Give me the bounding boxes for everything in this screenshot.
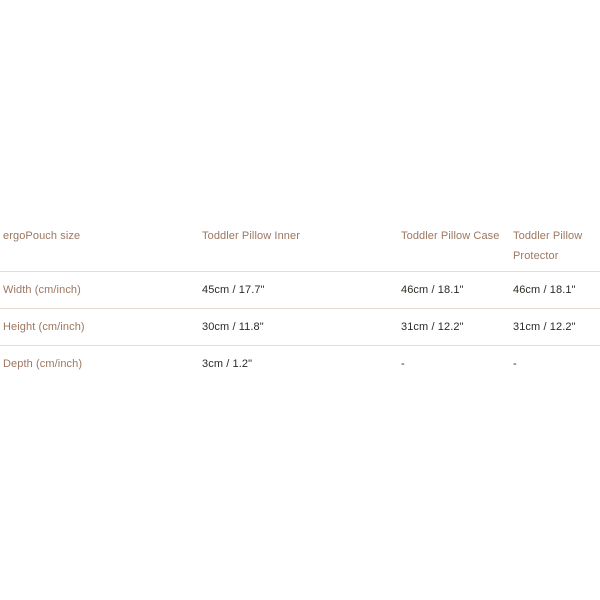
table-cell: 46cm / 18.1" <box>513 284 576 296</box>
table-cell: 45cm / 17.7" <box>202 284 265 296</box>
table-cell: 30cm / 11.8" <box>202 321 264 333</box>
table-header-row <box>0 222 600 272</box>
row-label-depth: Depth (cm/inch) <box>3 358 83 370</box>
table-row <box>0 346 600 382</box>
table-cell: 31cm / 12.2" <box>401 321 464 333</box>
header-ergopouch-size: ergoPouch size <box>3 230 81 242</box>
header-toddler-pillow-case: Toddler Pillow Case <box>401 230 500 242</box>
row-label-width: Width (cm/inch) <box>3 284 81 296</box>
table-cell: 46cm / 18.1" <box>401 284 464 296</box>
header-toddler-pillow-inner: Toddler Pillow Inner <box>202 230 300 242</box>
header-toddler-pillow-protector: Toddler Pillow Protector <box>513 230 583 262</box>
table-cell: - <box>513 358 517 370</box>
table-row <box>0 272 600 309</box>
row-label-height: Height (cm/inch) <box>3 321 85 333</box>
table-cell: 31cm / 12.2" <box>513 321 576 333</box>
table-row <box>0 309 600 346</box>
table-cell: 3cm / 1.2" <box>202 358 253 370</box>
size-chart-table <box>0 222 600 382</box>
table-cell: - <box>401 358 405 370</box>
